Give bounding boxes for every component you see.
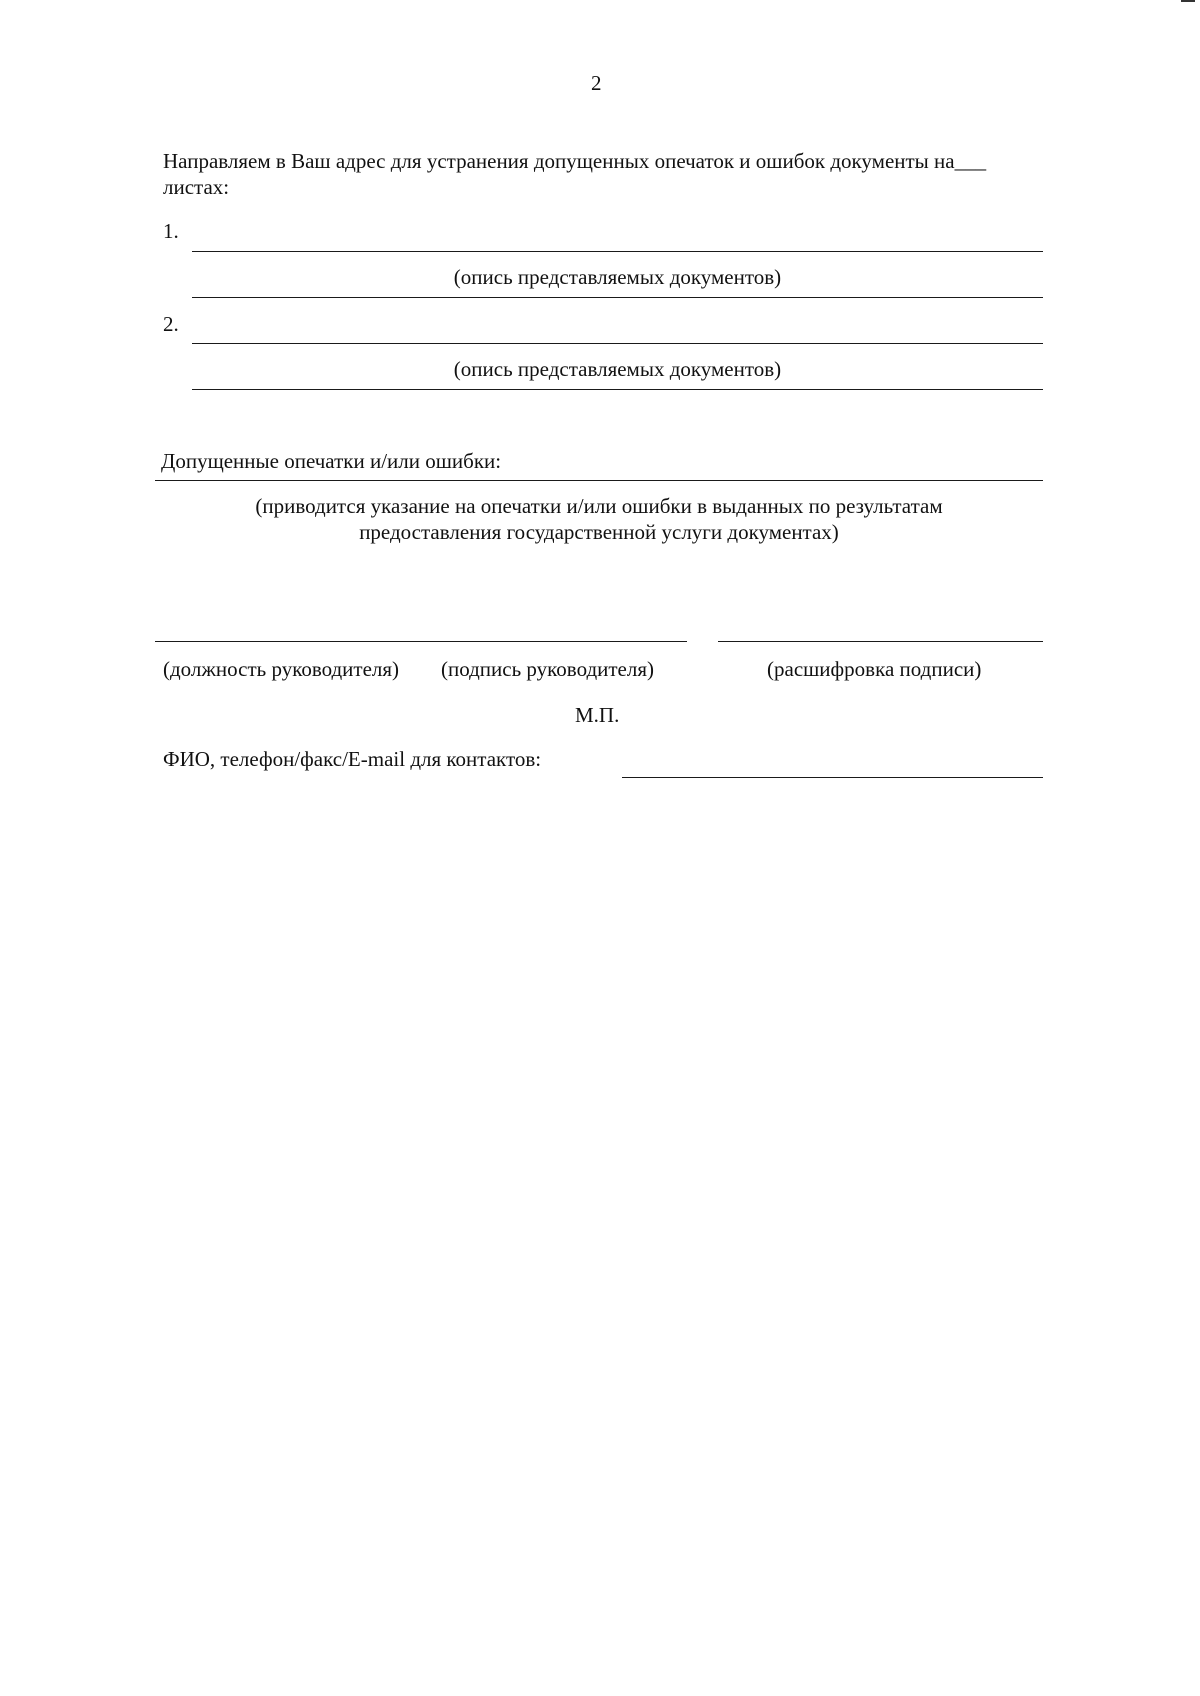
errors-caption-line-2: предоставления государственной услуги документах) bbox=[359, 520, 839, 544]
signature-line-decode bbox=[718, 641, 1043, 642]
position-caption: (должность руководителя) bbox=[163, 657, 400, 681]
intro-line-1: Направляем в Ваш адрес для устранения допущенных опечаток и ошибок документы на___ bbox=[163, 149, 987, 173]
intro-line-2: листах: bbox=[163, 175, 230, 199]
decode-caption: (расшифровка подписи) bbox=[767, 657, 982, 681]
item-number: 2. bbox=[163, 312, 179, 336]
fill-line bbox=[155, 480, 1043, 481]
stamp-label: М.П. bbox=[575, 703, 620, 727]
fill-line bbox=[192, 251, 1043, 252]
errors-label: Допущенные опечатки и/или ошибки: bbox=[161, 449, 502, 473]
page-number: 2 bbox=[591, 71, 602, 95]
fill-line bbox=[192, 297, 1043, 298]
item-caption: (опись представляемых документов) bbox=[453, 357, 782, 381]
item-number: 1. bbox=[163, 219, 179, 243]
errors-caption-line-1: (приводится указание на опечатки и/или ошибки в выданных по результатам bbox=[255, 494, 943, 518]
sign-caption: (подпись руководителя) bbox=[441, 657, 655, 681]
contacts-label: ФИО, телефон/факс/E-mail для контактов: bbox=[163, 747, 542, 771]
signature-line-position bbox=[155, 641, 687, 642]
scan-artifact bbox=[1181, 0, 1195, 2]
fill-line bbox=[192, 389, 1043, 390]
contacts-fill-line bbox=[622, 777, 1043, 778]
fill-line bbox=[192, 343, 1043, 344]
item-caption: (опись представляемых документов) bbox=[453, 265, 782, 289]
